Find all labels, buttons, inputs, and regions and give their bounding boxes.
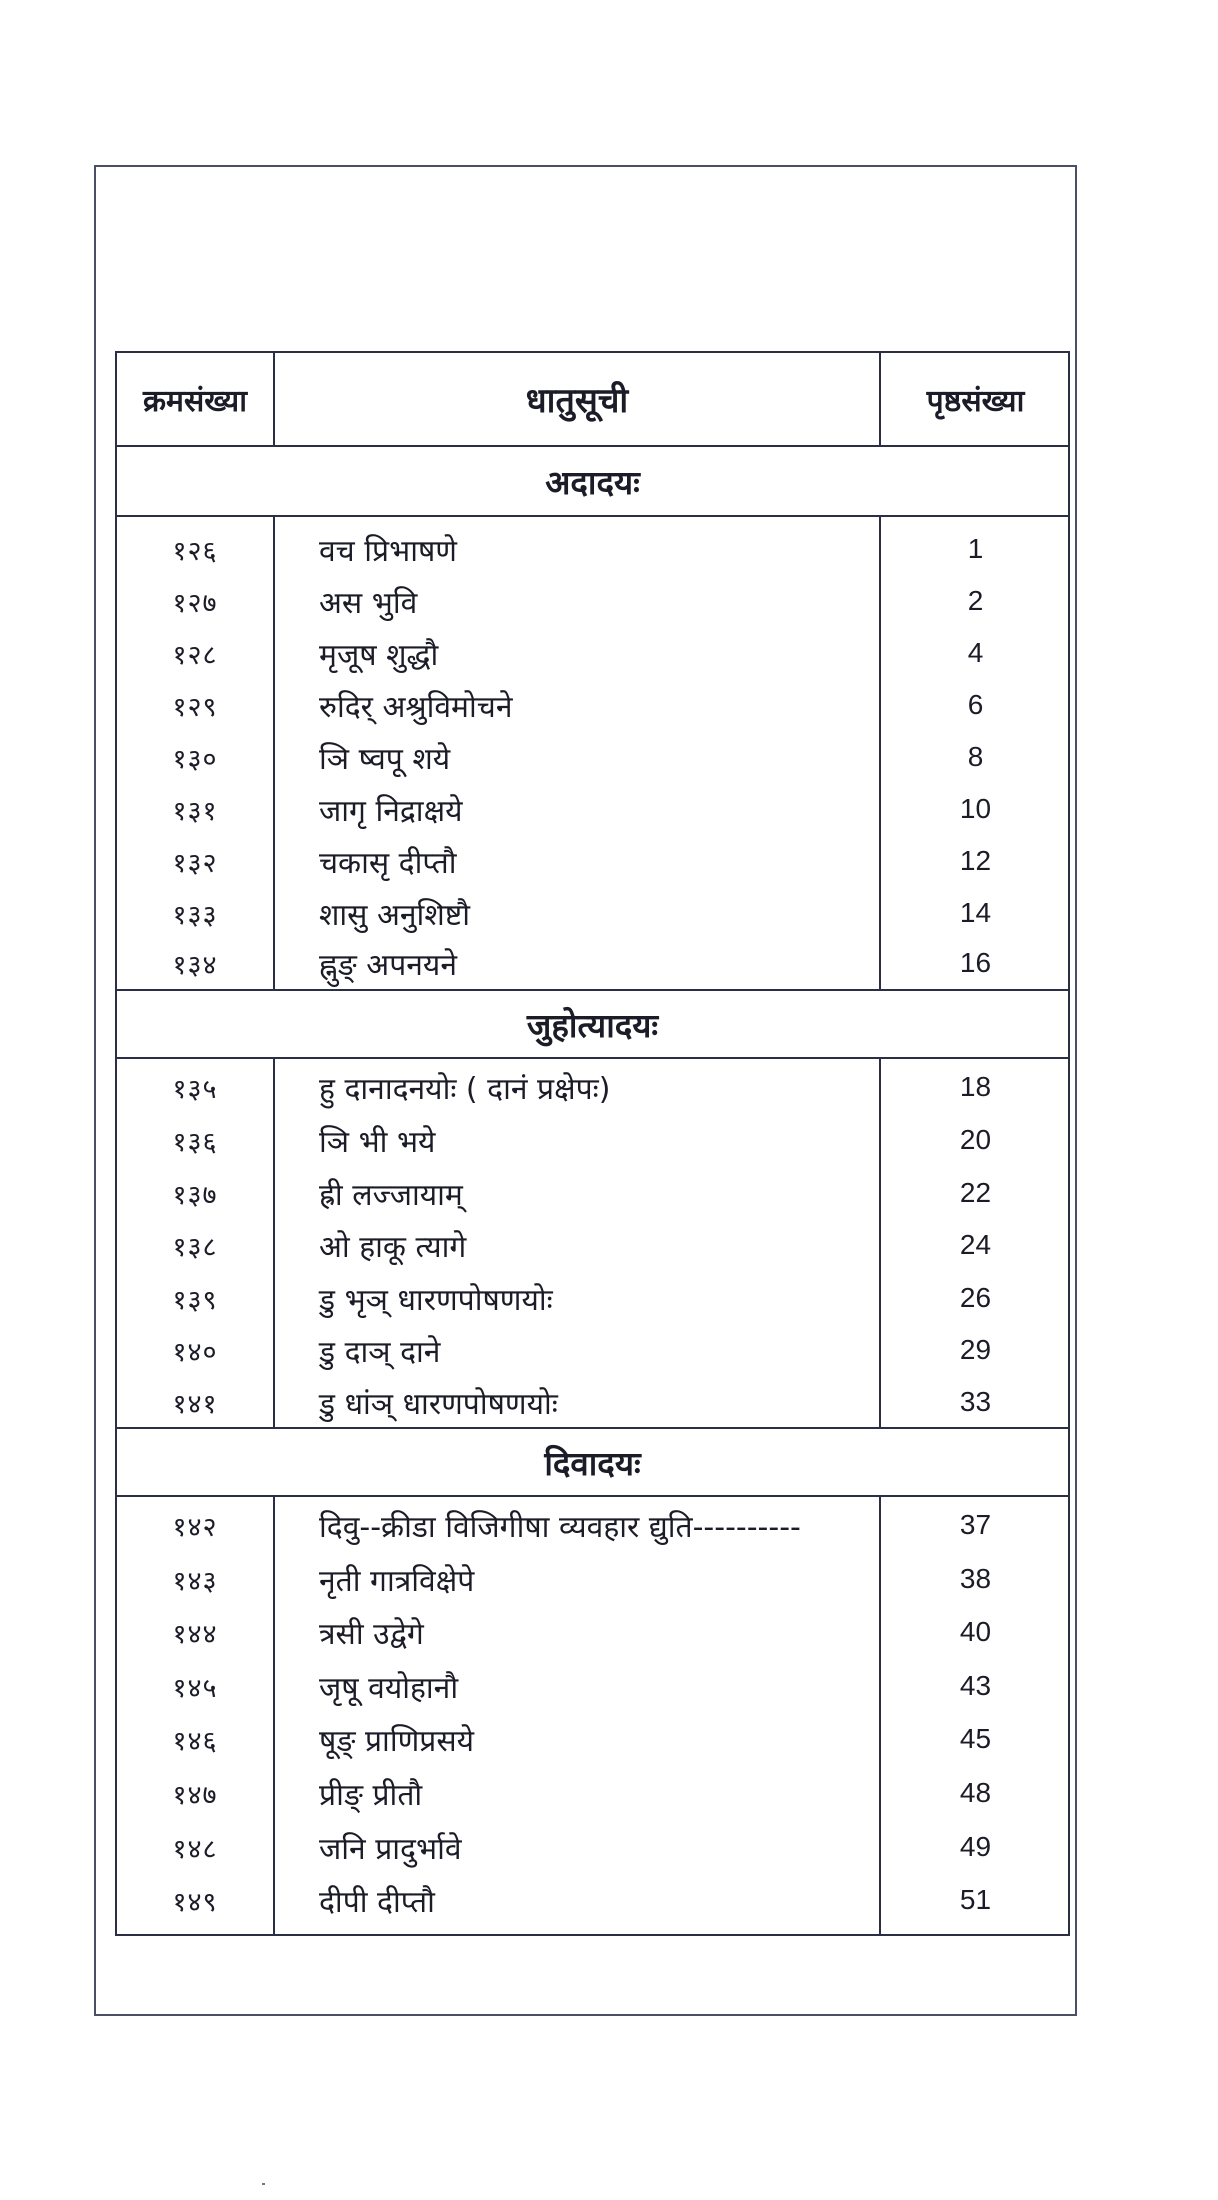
section-title: दिवादयः [117, 1427, 1068, 1497]
serial-number: १३५ [172, 1073, 218, 1105]
page-number: 16 [959, 947, 992, 978]
dhatu-name: ह्नुङ् अपनयने [319, 947, 457, 983]
page-number: 37 [959, 1509, 992, 1540]
serial-number: १३४ [172, 949, 218, 981]
table-row [117, 1499, 1068, 1551]
page-number: 22 [959, 1177, 992, 1208]
table-row [117, 1167, 1068, 1219]
table-row [117, 1376, 1068, 1428]
serial-number: १२८ [172, 639, 218, 671]
dhatu-name: अस भुवि [319, 585, 418, 621]
page-number: 51 [959, 1884, 992, 1915]
dhatu-name: डु भृञ् धारणपोषणयोः [319, 1282, 553, 1318]
serial-number: १४७ [172, 1779, 218, 1811]
dhatu-name: नृती गात्रविक्षेपे [319, 1563, 475, 1599]
serial-number: १४४ [172, 1618, 218, 1650]
table-row [117, 1821, 1068, 1873]
serial-number: १३६ [172, 1126, 218, 1158]
serial-number: १४० [172, 1336, 218, 1368]
page-number: 10 [959, 793, 992, 824]
dhatu-name: जृषू वयोहानौ [319, 1670, 459, 1706]
serial-number: १४५ [172, 1672, 218, 1704]
table-row [117, 835, 1068, 887]
table-row [117, 1272, 1068, 1324]
page-number: 8 [967, 741, 984, 772]
page-number: 40 [959, 1616, 992, 1647]
page-number: 49 [959, 1831, 992, 1862]
table-row [117, 1660, 1068, 1712]
table-row [117, 1553, 1068, 1605]
dhatu-name: त्रसी उद्वेगे [319, 1616, 424, 1652]
dhatu-index-table [115, 351, 1070, 1936]
serial-number: १२६ [172, 535, 218, 567]
serial-number: १३१ [172, 795, 218, 827]
dhatu-name: ञि ष्वपू शये [319, 741, 451, 777]
serial-number: १४१ [172, 1388, 218, 1420]
page-number: 12 [959, 845, 992, 876]
serial-number: १४८ [172, 1833, 218, 1865]
page-number: 1 [967, 533, 984, 564]
section-title: अदादयः [117, 447, 1068, 517]
table-row [117, 1606, 1068, 1658]
dhatu-name: शासु अनुशिष्टौ [319, 897, 471, 933]
page-number: 38 [959, 1563, 992, 1594]
page-number: 43 [959, 1670, 992, 1701]
page-number: 45 [959, 1723, 992, 1754]
dhatu-name: दीपी दीप्तौ [319, 1884, 435, 1920]
dhatu-name: षूङ् प्राणिप्रसये [319, 1723, 475, 1759]
serial-number: १३३ [172, 899, 218, 931]
table-row [117, 1324, 1068, 1376]
dhatu-name: रुदिर् अश्रुविमोचने [319, 689, 513, 725]
serial-number: १४९ [172, 1886, 218, 1918]
dhatu-name: जनि प्रादुर्भावे [319, 1831, 462, 1867]
dhatu-name: मृजूष शुद्धौ [319, 637, 439, 673]
dhatu-name: ओ हाकू त्यागे [319, 1229, 467, 1265]
page-number: 26 [959, 1282, 992, 1313]
table-row [117, 937, 1068, 989]
serial-number: १३२ [172, 847, 218, 879]
dhatu-name: ह्री लज्जायाम् [319, 1177, 463, 1213]
page-number: 4 [967, 637, 984, 668]
page-number: 48 [959, 1777, 992, 1808]
dhatu-name: डु धांञ् धारणपोषणयोः [319, 1386, 558, 1422]
page-number: 2 [967, 585, 984, 616]
serial-number: १३९ [172, 1284, 218, 1316]
serial-number: १२७ [172, 587, 218, 619]
serial-number: १३७ [172, 1179, 218, 1211]
table-row [117, 575, 1068, 627]
table-header-row [117, 353, 1068, 447]
page-number: 18 [959, 1071, 992, 1102]
page-number: 33 [959, 1386, 992, 1417]
serial-number: १४६ [172, 1725, 218, 1757]
table-row [117, 783, 1068, 835]
paper-speck [262, 2183, 265, 2185]
table-row [117, 1114, 1068, 1166]
table-row [117, 1061, 1068, 1113]
dhatu-name: हु दानादनयोः ( दानं प्रक्षेपः) [319, 1071, 611, 1107]
dhatu-name: दिवु--क्रीडा विजिगीषा व्यवहार द्युति---------- [319, 1509, 801, 1545]
dhatu-name: डु दाञ् दाने [319, 1334, 441, 1370]
page-number: 6 [967, 689, 984, 720]
dhatu-name: जागृ निद्राक्षये [319, 793, 463, 829]
serial-number: १३० [172, 743, 218, 775]
table-row [117, 627, 1068, 679]
page-number: 14 [959, 897, 992, 928]
dhatu-name: चकासृ दीप्तौ [319, 845, 457, 881]
serial-number: १४२ [172, 1511, 218, 1543]
serial-number: १३८ [172, 1231, 218, 1263]
serial-number: १२९ [172, 691, 218, 723]
table-row [117, 1767, 1068, 1819]
header-serial: क्रमसंख्या [143, 383, 247, 419]
dhatu-name: वच प्रिभाषणे [319, 533, 457, 569]
page-number: 24 [959, 1229, 992, 1260]
dhatu-name: ञि भी भये [319, 1124, 436, 1160]
table-row [117, 1219, 1068, 1271]
header-list: धातुसूची [525, 381, 629, 421]
table-row [117, 1713, 1068, 1765]
page-number: 20 [959, 1124, 992, 1155]
header-page: पृष्ठसंख्या [926, 383, 1025, 419]
table-row [117, 523, 1068, 575]
table-row [117, 679, 1068, 731]
serial-number: १४३ [172, 1565, 218, 1597]
page-number: 29 [959, 1334, 992, 1365]
table-row [117, 887, 1068, 939]
section-title: जुहोत्यादयः [117, 989, 1068, 1059]
dhatu-name: प्रीङ् प्रीतौ [319, 1777, 423, 1813]
table-row [117, 1874, 1068, 1926]
table-row [117, 731, 1068, 783]
